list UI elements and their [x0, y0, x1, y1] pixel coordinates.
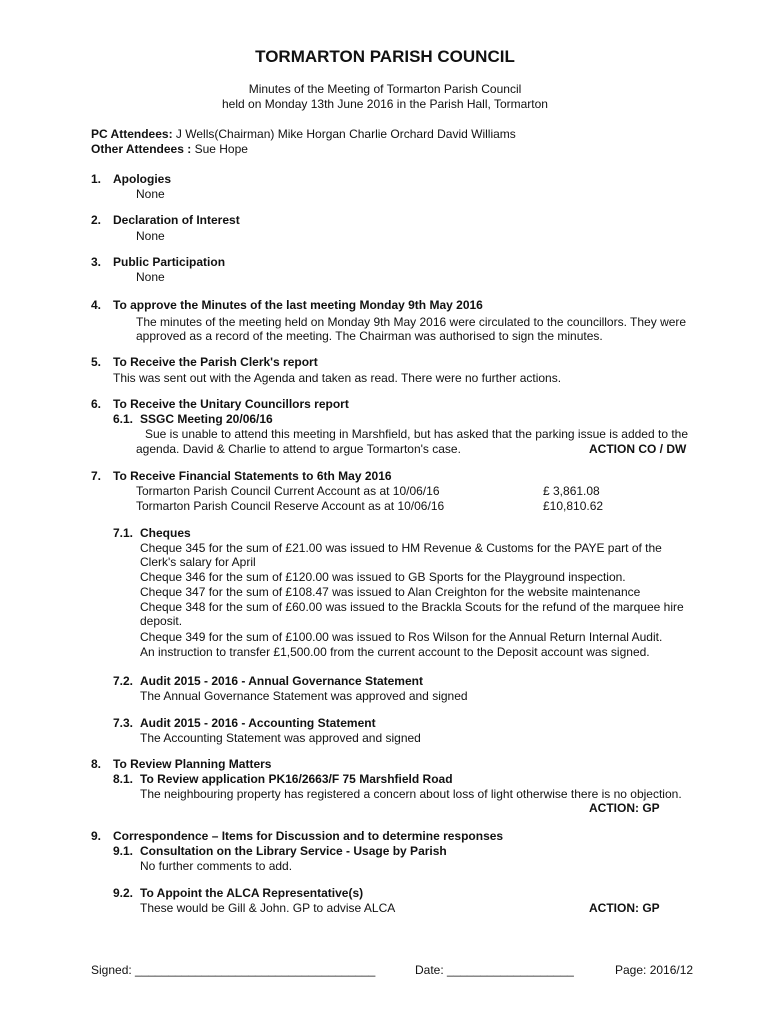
pc-attendees [91, 127, 516, 141]
reserve-account-value: £10,810.62 [543, 499, 604, 513]
item-heading-planning: To Review Planning Matters [113, 757, 272, 771]
subitem-number: 7.3. [113, 716, 134, 730]
item-heading-correspondence: Correspondence – Items for Discussion and to determine responses [113, 829, 504, 843]
item-body: The Accounting Statement was approved and signed [140, 731, 421, 745]
subitem-heading-ssgc: SSGC Meeting 20/06/16 [140, 412, 273, 426]
item-number: 6. [91, 397, 102, 411]
item-body: agenda. David & Charlie to attend to argue Tormarton's case. [136, 442, 461, 456]
signed-field: Signed: ____________________________________ [91, 963, 376, 977]
item-number: 2. [91, 213, 102, 227]
item-body: This was sent out with the Agenda and taken as read. There were no further actions. [113, 371, 562, 385]
action-label: ACTION CO / DW [589, 442, 687, 456]
page-number: Page: 2016/12 [615, 963, 694, 977]
subitem-number: 7.2. [113, 674, 134, 688]
item-heading-clerk-report: To Receive the Parish Clerk's report [113, 355, 318, 369]
item-heading-unitary: To Receive the Unitary Councillors report [113, 397, 349, 411]
item-body: None [136, 270, 165, 284]
cheque-line: Cheque 347 for the sum of £108.47 was issued to Alan Creighton for the website maintenance [140, 585, 641, 599]
item-body: None [136, 187, 165, 201]
item-number: 1. [91, 172, 102, 186]
cheque-line: An instruction to transfer £1,500.00 from the current account to the Deposit account was signed. [140, 645, 650, 659]
item-heading-financial: To Receive Financial Statements to 6th May 2016 [113, 469, 392, 483]
item-number: 3. [91, 255, 102, 269]
subitem-number: 8.1. [113, 772, 134, 786]
item-number: 8. [91, 757, 102, 771]
subitem-heading-governance: Audit 2015 - 2016 - Annual Governance Statement [140, 674, 423, 688]
subitem-heading-alca: To Appoint the ALCA Representative(s) [140, 886, 364, 900]
pc-attendees-label: PC Attendees: [91, 127, 173, 141]
subitem-heading-cheques: Cheques [140, 526, 191, 540]
current-account-label: Tormarton Parish Council Current Account as at 10/06/16 [136, 484, 440, 498]
item-body: These would be Gill & John. GP to advise ALCA [140, 901, 396, 915]
subitem-heading-accounting: Audit 2015 - 2016 - Accounting Statement [140, 716, 376, 730]
subitem-number: 6.1. [113, 412, 134, 426]
cheque-line: Cheque 346 for the sum of £120.00 was issued to GB Sports for the Playground inspection. [140, 570, 626, 584]
document-title: TORMARTON PARISH COUNCIL [255, 47, 515, 66]
reserve-account-label: Tormarton Parish Council Reserve Account as at 10/06/16 [136, 499, 445, 513]
item-number: 4. [91, 298, 102, 312]
subitem-number: 9.1. [113, 844, 134, 858]
subitem-number: 7.1. [113, 526, 134, 540]
item-number: 9. [91, 829, 102, 843]
other-attendees [91, 142, 248, 156]
item-number: 5. [91, 355, 102, 369]
item-body: The Annual Governance Statement was approved and signed [140, 689, 468, 703]
item-body: The minutes of the meeting held on Monday 9th May 2016 were circulated to the councillors. They were [136, 315, 687, 329]
pc-attendees-names: J Wells(Chairman) Mike Horgan Charlie Orchard David Williams [172, 127, 516, 141]
cheque-line: Cheque 349 for the sum of £100.00 was issued to Ros Wilson for the Annual Return Internal Audit. [140, 630, 663, 644]
subtitle-line-2: held on Monday 13th June 2016 in the Parish Hall, Tormarton [222, 97, 548, 111]
item-body: The neighbouring property has registered a concern about loss of light otherwise there is no objection. [140, 787, 682, 801]
item-body: None [136, 229, 165, 243]
other-attendees-names: Sue Hope [191, 142, 248, 156]
item-body: Sue is unable to attend this meeting in Marshfield, but has asked that the parking issue is added to the [145, 427, 689, 441]
item-number: 7. [91, 469, 102, 483]
cheque-line: Clerk's salary for April [140, 555, 256, 569]
other-attendees-label: Other Attendees : [91, 142, 192, 156]
item-body: approved as a record of the meeting. The Chairman was authorised to sign the minutes. [136, 329, 603, 343]
subitem-number: 9.2. [113, 886, 134, 900]
subitem-heading-library: Consultation on the Library Service - Usage by Parish [140, 844, 447, 858]
item-heading-minutes: To approve the Minutes of the last meeting Monday 9th May 2016 [113, 298, 483, 312]
item-body: No further comments to add. [140, 859, 293, 873]
item-heading-declaration: Declaration of Interest [113, 213, 240, 227]
item-heading-apologies: Apologies [113, 172, 172, 186]
cheque-line: Cheque 348 for the sum of £60.00 was issued to the Brackla Scouts for the refund of the marquee hire [140, 600, 684, 614]
subitem-heading-application: To Review application PK16/2663/F 75 Marshfield Road [140, 772, 453, 786]
action-label: ACTION: GP [589, 901, 660, 915]
action-label: ACTION: GP [589, 801, 660, 815]
date-field: Date: ___________________ [415, 963, 574, 977]
subtitle-line-1: Minutes of the Meeting of Tormarton Parish Council [248, 82, 522, 96]
cheque-line: deposit. [140, 614, 183, 628]
cheque-line: Cheque 345 for the sum of £21.00 was issued to HM Revenue & Customs for the PAYE part of the [140, 541, 662, 555]
current-account-value: £ 3,861.08 [543, 484, 600, 498]
item-heading-public: Public Participation [113, 255, 226, 269]
